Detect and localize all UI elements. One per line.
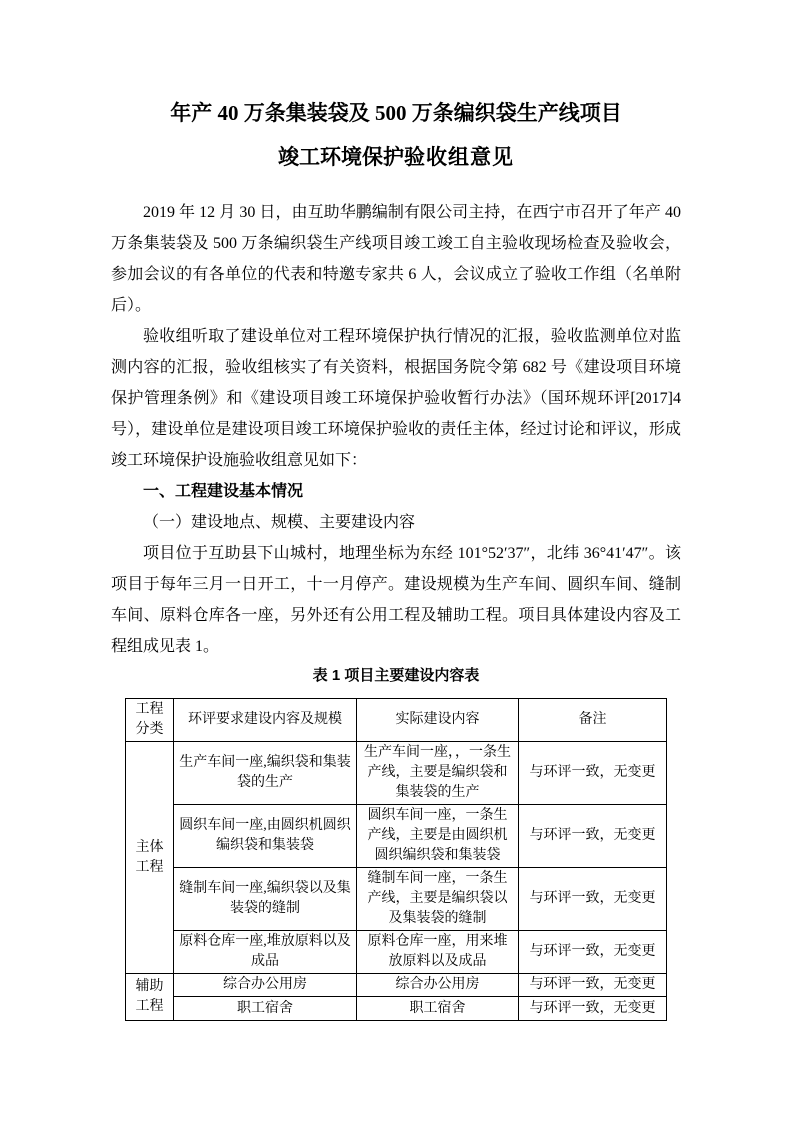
document-content — [111, 98, 681, 1021]
table-row — [126, 742, 667, 805]
paragraph-meeting-overview: 2019 年 12 月 30 日，由互助华鹏编制有限公司主持，在西宁市召开了年产 40 万条集装袋及 500 万条编织袋生产线项目竣工竣工自主验收现场检查及验收会，参加会议的有各单位的代表和特邀专家共 6 人，会议成立了验收工作组（名单附后）。 — [111, 204, 681, 314]
remark-cell: 与环评一致，无变更 — [519, 742, 667, 805]
section-heading-project-basics: 一、工程建设基本情况 — [143, 483, 304, 500]
actual-cell: 职工宿舍 — [357, 997, 519, 1021]
table-row — [126, 868, 667, 931]
remark-cell: 与环评一致，无变更 — [519, 974, 667, 997]
table-header-row — [126, 699, 667, 742]
construction-content-table — [125, 698, 667, 1021]
document-title-line2 — [111, 142, 681, 173]
planned-cell: 圆织车间一座,由圆织机圆织编织袋和集装袋 — [174, 805, 357, 868]
actual-cell: 综合办公用房 — [357, 974, 519, 997]
planned-cell: 原料仓库一座,堆放原料以及成品 — [174, 931, 357, 974]
header-cell-eia-required: 环评要求建设内容及规模 — [174, 699, 357, 742]
actual-cell: 生产车间一座，，一条生产线，主要是编织袋和集装袋的生产 — [357, 742, 519, 805]
planned-cell: 综合办公用房 — [174, 974, 357, 997]
remark-cell: 与环评一致，无变更 — [519, 868, 667, 931]
actual-cell: 圆织车间一座，一条生产线，主要是由圆织机圆织编织袋和集装袋 — [357, 805, 519, 868]
table-row — [126, 931, 667, 974]
header-cell-remark: 备注 — [519, 699, 667, 742]
category-cell-auxiliary-works: 辅助工程 — [126, 974, 174, 1021]
table-row — [126, 997, 667, 1021]
title-line2-black-part: 验收组意见 — [404, 146, 514, 169]
planned-cell: 职工宿舍 — [174, 997, 357, 1021]
subsection-heading-location-scale: （一）建设地点、规模、主要建设内容 — [143, 514, 416, 531]
remark-cell: 与环评一致，无变更 — [519, 997, 667, 1021]
table-row — [126, 974, 667, 997]
paragraph-location-scale: 项目位于互助县下山城村，地理坐标为东经 101°52′37″，北纬 36°41′47″。该项目于每年三月一日开工，十一月停产。建设规模为生产车间、圆织车间、缝制车间、原料仓库各一座，另外还有公用工程及辅助工程。项目具体建设内容及工程组成见表 1。 — [111, 545, 681, 655]
title-line2-serif-part: 竣工环境保护 — [278, 145, 404, 169]
planned-cell: 缝制车间一座,编织袋以及集装袋的缝制 — [174, 868, 357, 931]
table-caption: 表 1 项目主要建设内容表 — [312, 667, 480, 684]
actual-cell: 缝制车间一座，一条生产线，主要是编织袋以及集装袋的缝制 — [357, 868, 519, 931]
planned-cell: 生产车间一座,编织袋和集装袋的生产 — [174, 742, 357, 805]
remark-cell: 与环评一致，无变更 — [519, 805, 667, 868]
remark-cell: 与环评一致，无变更 — [519, 931, 667, 974]
header-cell-actual: 实际建设内容 — [357, 699, 519, 742]
category-cell-main-works: 主体工程 — [126, 742, 174, 974]
document-title-line1: 年产 40 万条集装袋及 500 万条编织袋生产线项目 — [170, 101, 622, 125]
table-row — [126, 805, 667, 868]
paragraph-review-basis: 验收组听取了建设单位对工程环境保护执行情况的汇报，验收监测单位对监测内容的汇报，验收组核实了有关资料，根据国务院令第 682 号《建设项目环境保护管理条例》和《建设项目竣工环境保护验收暂行办法》（国环规环评[2017]4 号），建设单位是建设项目竣工环境保护验收的责任主体，经过讨论和评议，形成竣工环境保护设施验收组意见如下： — [111, 328, 681, 469]
header-cell-category: 工程分类 — [126, 699, 174, 742]
actual-cell: 原料仓库一座，用来堆放原料以及成品 — [357, 931, 519, 974]
